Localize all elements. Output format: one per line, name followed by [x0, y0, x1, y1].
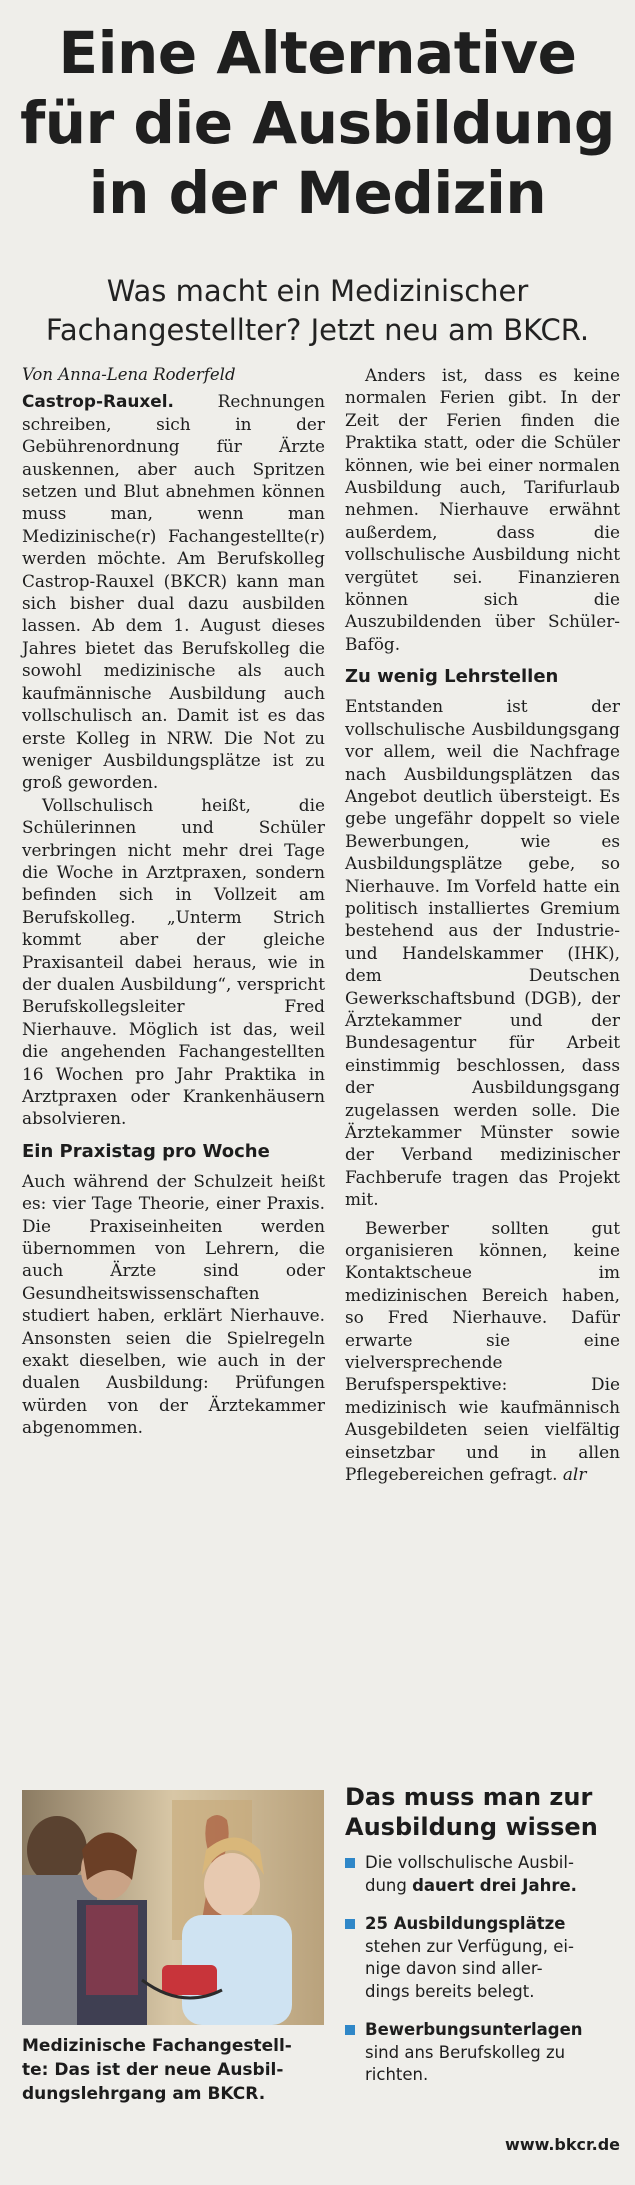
fact-1-text: dung — [365, 1875, 413, 1895]
fact-item — [345, 2019, 620, 2087]
headline — [0, 18, 635, 228]
byline: Von Anna-Lena Roderfeld — [22, 365, 236, 384]
subheadline — [0, 272, 635, 350]
factbox — [345, 1782, 620, 2162]
fact-item — [345, 1852, 620, 1897]
fact-2-bold: 25 Ausbildungsplätze — [365, 1914, 566, 1933]
headline-line-3: in der Medizin — [88, 159, 547, 227]
subheadline-line-2: Fachangestellter? Jetzt neu am BKCR. — [45, 313, 590, 347]
fact-1-line-2 — [365, 1875, 620, 1898]
right-column — [345, 364, 620, 1486]
headline-line-2: für die Ausbildung — [20, 89, 615, 157]
fact-3-line-1: sind ans Berufskolleg zu — [365, 2042, 566, 2062]
caption-line-1: Medizinische Fachangestell- — [22, 2036, 292, 2056]
fact-3-bold: Bewerbungsunterlagen — [365, 2020, 583, 2039]
factbox-title-line-1: Das muss man zur — [345, 1783, 593, 1811]
website-link[interactable]: www.bkcr.de — [505, 2135, 620, 2154]
fact-item — [345, 1913, 620, 2003]
paragraph-5: Entstanden ist der vollschulische Ausbildungsgang vor allem, weil die Nachfrage nach Ausbildungsplätzen das Angebot deutlich übersteigt. Es gebe ungefähr doppelt so viele Bewerbungen, wie es Ausbildungsplätze gebe, so Nierhauve. Im Vorfeld hatte ein politisch installiertes Gremium bestehend aus der Industrie- und Handelskammer (IHK), dem Deutschen Gewerkschaftsbund (DGB), der Ärztekammer und der Bundesagentur für Arbeit einstimmig beschlossen, dass der Ausbildungsgang zugelassen werden solle. Die Ärztekammer Münster sowie der Verband medizinischer Fachberufe tragen das Projekt mit. — [345, 696, 620, 1210]
bullet-square-icon — [345, 2025, 355, 2035]
dateline: Castrop-Rauxel. — [22, 391, 174, 412]
paragraph-6-text: Bewerber sollten gut organisieren können, keine Kontaktscheue im medizinischen Bereich haben, so Fred Nierhauve. Dafür erwarte sie eine vielversprechende Berufsperspektive: Die medizinisch wie kaufmännisch Ausgebildeten seien vielfältig einsetzbar und in allen Pflegebereichen gefragt. — [345, 1217, 620, 1485]
bullet-square-icon — [345, 1858, 355, 1868]
fact-3-line-2: richten. — [365, 2065, 429, 2084]
headline-line-1: Eine Alternative — [58, 19, 577, 87]
factbox-title-line-2: Ausbildung wissen — [345, 1813, 598, 1841]
factbox-title — [345, 1782, 620, 1842]
crosshead-lehrstellen: Zu wenig Lehrstellen — [345, 666, 559, 688]
article-photo — [22, 1790, 324, 2025]
paragraph-4: Anders ist, dass es keine normalen Ferien gibt. In der Zeit der Ferien finden die Praktika statt, oder die Schüler können, wie bei einer normalen Ausbildung auch, Tarifurlaub nehmen. Nierhauve erwähnt außerdem, dass die vollschulische Ausbildung nicht vergütet sei. Finanzieren können sich die Auszubildenden über Schüler-Bafög. — [345, 365, 620, 654]
fact-1-bold: dauert drei Jahre. — [412, 1875, 577, 1895]
photo-illustration — [22, 1790, 324, 2025]
caption-line-2: te: Das ist der neue Ausbil- — [22, 2060, 284, 2080]
crosshead-praxistag: Ein Praxistag pro Woche — [22, 1140, 270, 1162]
fact-2-line-2: nige davon sind aller- — [365, 1959, 543, 1978]
left-column — [22, 364, 325, 1439]
fact-2-line-3: dings bereits belegt. — [365, 1981, 535, 2001]
paragraph-2: Vollschulisch heißt, die Schülerinnen und Schüler verbringen nicht mehr drei Tage die Woche in Arztpraxen, sondern befinden sich in Vollzeit am Berufskolleg. „Unterm Strich kommt aber der gleiche Praxisanteil dabei heraus, wie in der dualen Ausbildung“, verspricht Berufskollegsleiter Fred Nierhauve. Möglich ist das, weil die angehenden Fachangestellten 16 Wochen pro Jahr Praktika in Arztpraxen oder Krankenhäusern absolvieren. — [22, 794, 325, 1129]
caption-line-3: dungslehrgang am BKCR. — [22, 2084, 266, 2104]
paragraph-1 — [22, 390, 325, 793]
fact-1-line-1: Die vollschulische Ausbil- — [365, 1853, 574, 1872]
paragraph-6 — [345, 1217, 620, 1486]
author-tag: alr — [562, 1464, 587, 1485]
paragraph-3: Auch während der Schulzeit heißt es: vier Tage Theorie, einer Praxis. Die Praxiseinheiten werden übernommen von Lehrern, die auch Ärzte sind oder Gesundheitswissenschaften studiert haben, erklärt Nierhauve. Ansonsten seien die Spielregeln exakt dieselben, wie auch in der dualen Ausbildung: Prüfungen würden von der Ärztekammer abgenommen. — [22, 1170, 325, 1438]
subheadline-line-1: Was macht ein Medizinischer — [106, 274, 529, 308]
paragraph-1-text: Rechnungen schreiben, sich in der Gebührenordnung für Ärzte auskennen, aber auch Spritzen setzen und Blut abnehmen können muss man, wenn man Medizinische(r) Fachangestellte(r) werden möchte. Am Berufskolleg Castrop-Rauxel (BKCR) kann man sich bisher dual dazu ausbilden lassen. Ab dem 1. August dieses Jahres bietet das Berufskolleg die sowohl medizinische als auch kaufmännische Ausbildung auch vollschulisch an. Damit ist es das erste Kolleg in NRW. Die Not zu weniger Ausbildungsplätze ist zu groß geworden. — [22, 391, 325, 793]
photo-caption — [22, 2034, 324, 2106]
bullet-square-icon — [345, 1919, 355, 1929]
fact-2-line-1: stehen zur Verfügung, ei- — [365, 1936, 574, 1956]
